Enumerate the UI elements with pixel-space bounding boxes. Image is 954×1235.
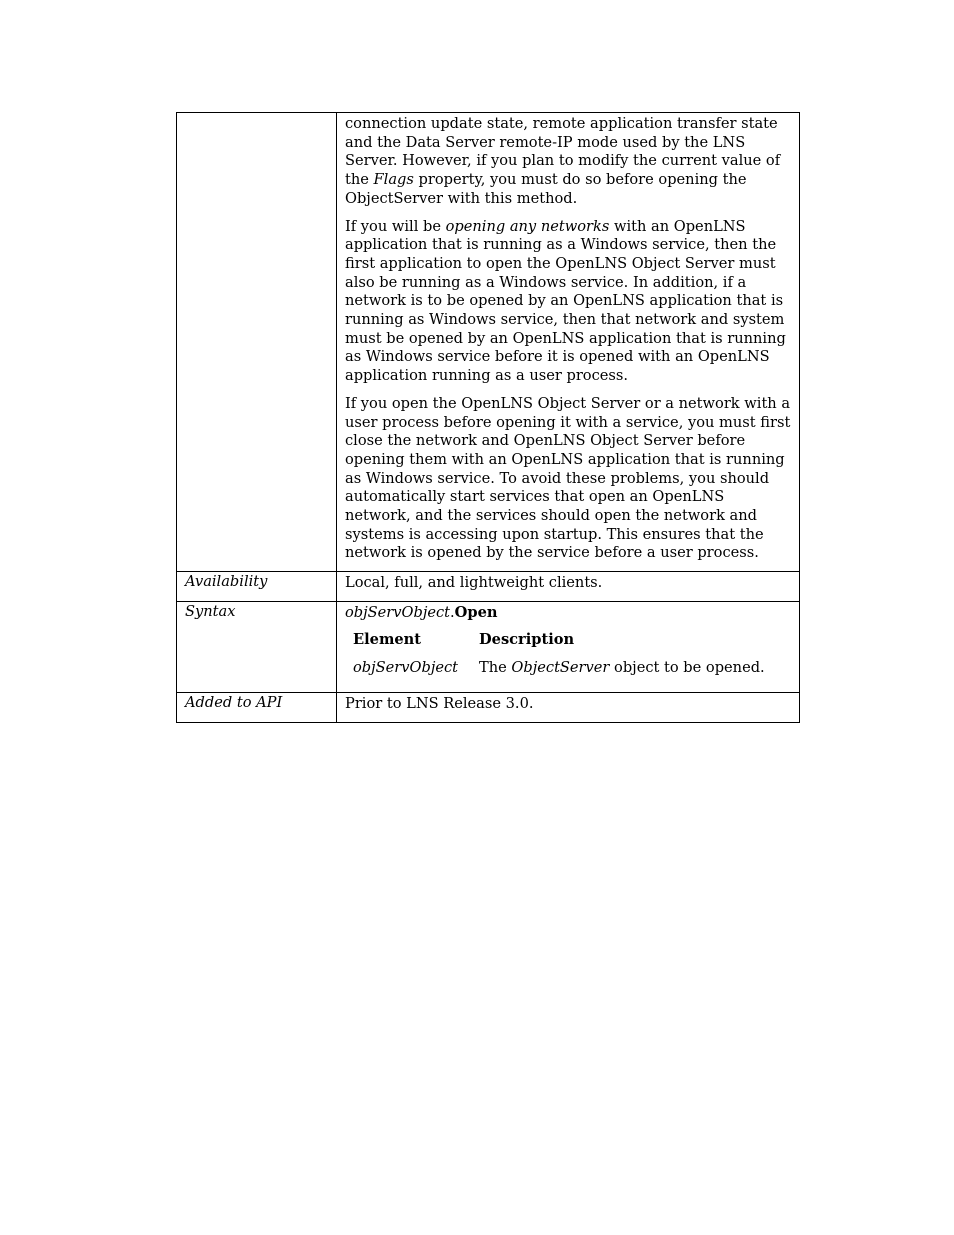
remarks-paragraph-1 — [345, 115, 793, 209]
element-description-text-1: The — [479, 659, 512, 677]
table-row-added-to-api — [177, 692, 800, 722]
table-row-syntax — [177, 601, 800, 692]
remarks-p3-text-1: If you open the OpenLNS Object Server or a network with a user process before opening it with a service, you must first close the network and OpenLNS Object Server before opening them with an OpenLNS application that is running as Windows service. To avoid these problems, you should automatically start services that open an OpenLNS network, and the services should open the network and systems is accessing upon startup. This ensures that the network is opened by the service before a user process. — [345, 394, 791, 562]
table-row-remarks — [177, 113, 800, 572]
availability-value: Local, full, and lightweight clients. — [337, 572, 800, 602]
method-reference-table — [176, 112, 800, 723]
description-column-header: Description — [479, 630, 575, 648]
element-name: objServObject — [353, 659, 459, 677]
remarks-paragraph-3 — [345, 395, 793, 563]
added-to-api-label: Added to API — [177, 692, 337, 722]
remarks-content-cell — [337, 113, 800, 572]
added-to-api-value: Prior to LNS Release 3.0. — [337, 692, 800, 722]
syntax-elements-table — [345, 631, 773, 684]
element-description-object: ObjectServer — [511, 659, 610, 677]
syntax-object-name: objServObject — [345, 603, 451, 621]
remarks-paragraph-2 — [345, 218, 793, 386]
remarks-p1-text-1: connection update state, remote application transfer state and the Data Server remote-IP mode used by the LNS Server. However, if you plan to modify the current value of the — [345, 115, 781, 189]
remarks-p1-text-2: property, you must do so before opening the ObjectServer with this method. — [345, 171, 747, 207]
remarks-p2-emphasis: opening any networks — [445, 217, 610, 235]
remarks-p2-text-2: with an OpenLNS application that is running as a Windows service, then the first application to open the OpenLNS Object Server must also be running as a Windows service. In addition, if a network is to be opened by an OpenLNS application that is running as Windows service, then that network and system must be opened by an OpenLNS application that is running as Windows service before it is opened with an OpenLNS application running as a user process. — [345, 217, 786, 385]
element-description-text-2: object to be opened. — [609, 659, 765, 677]
element-description — [471, 659, 773, 684]
remarks-p1-flags: Flags — [373, 171, 414, 189]
remarks-label-cell — [177, 113, 337, 572]
availability-label: Availability — [177, 572, 337, 602]
table-row-availability — [177, 572, 800, 602]
syntax-signature — [345, 604, 793, 623]
syntax-method-name: Open — [454, 603, 498, 621]
syntax-label: Syntax — [177, 601, 337, 692]
element-column-header: Element — [353, 630, 422, 648]
syntax-separator: . — [450, 603, 455, 621]
remarks-p2-text-1: If you will be — [345, 217, 446, 235]
syntax-content-cell — [337, 601, 800, 692]
syntax-elements-header — [345, 631, 773, 660]
table-row — [345, 659, 773, 684]
